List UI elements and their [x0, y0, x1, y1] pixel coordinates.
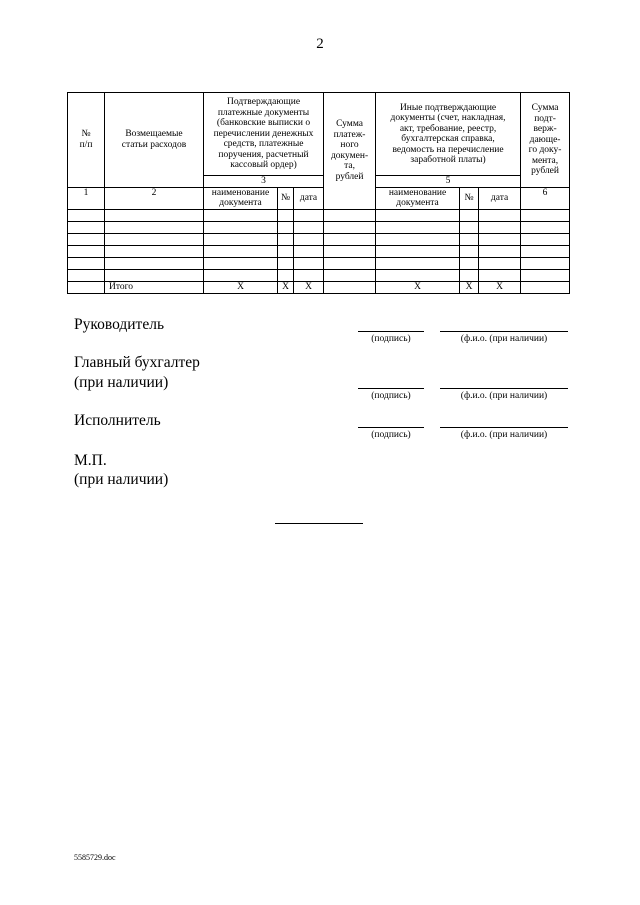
seal-label: М.П.: [74, 452, 107, 469]
expenses-table: [67, 92, 570, 294]
executor-name-caption: (ф.и.о. (при наличии): [460, 430, 548, 440]
total-x-mark: Х: [294, 281, 324, 293]
subheader-number: №: [460, 187, 479, 209]
table-row: [68, 269, 570, 281]
table-row: [68, 245, 570, 257]
subheader-row: [68, 187, 570, 209]
total-row: [68, 281, 570, 293]
header-payment-documents: Подтверждающие платежные документы (банковские выписки о перечислении денежных средств, платежные поручения, расчетный кассовый ордер): [204, 93, 324, 176]
subheader-date: дата: [294, 187, 324, 209]
executor-label: Исполнитель: [74, 412, 161, 429]
accountant-signature-caption: (подпись): [371, 391, 411, 401]
table-row: [68, 257, 570, 269]
head-signature-line: [358, 331, 424, 332]
column-number: 6: [521, 187, 570, 209]
total-x-mark: Х: [479, 281, 521, 293]
head-label: Руководитель: [74, 316, 165, 333]
column-number: 1: [68, 187, 105, 209]
header-other-documents: Иные подтверждающие документы (счет, накладная, акт, требование, реестр, бухгалтерская справка, ведомость на перечисление заработной платы): [376, 93, 521, 176]
table-row: [68, 233, 570, 245]
subheader-doc-name: наименование документа: [376, 187, 460, 209]
closing-rule: [275, 523, 363, 524]
accountant-name-line: [440, 388, 568, 389]
accountant-signature-line: [358, 388, 424, 389]
subheader-number: №: [278, 187, 294, 209]
executor-signature-caption: (подпись): [371, 430, 411, 440]
file-name-footer: 5585729.doc: [74, 853, 116, 862]
head-name-line: [440, 331, 568, 332]
header-row: [68, 93, 570, 176]
executor-name-line: [440, 427, 568, 428]
table-row: [68, 209, 570, 221]
header-expense-items: Возмещаемые статьи расходов: [105, 93, 204, 188]
header-document-sum: Сумма подт- верж- дающе- го доку- мента, рублей: [521, 93, 570, 188]
chief-accountant-label: Главный бухгалтер: [74, 354, 200, 371]
total-x-mark: Х: [278, 281, 294, 293]
total-label: Итого: [105, 281, 204, 293]
table-row: [68, 221, 570, 233]
chief-accountant-note: (при наличии): [74, 374, 169, 391]
executor-signature-line: [358, 427, 424, 428]
column-number: 2: [105, 187, 204, 209]
head-name-caption: (ф.и.о. (при наличии): [460, 334, 548, 344]
seal-note: (при наличии): [74, 471, 169, 488]
column-number: 5: [376, 176, 521, 188]
subheader-date: дата: [479, 187, 521, 209]
column-number: 3: [204, 176, 324, 188]
subheader-doc-name: наименование документа: [204, 187, 278, 209]
head-signature-caption: (подпись): [371, 334, 411, 344]
page-number: 2: [316, 36, 324, 52]
total-x-mark: Х: [204, 281, 278, 293]
accountant-name-caption: (ф.и.о. (при наличии): [460, 391, 548, 401]
total-x-mark: Х: [460, 281, 479, 293]
header-row-number: № п/п: [68, 93, 105, 188]
total-x-mark: Х: [376, 281, 460, 293]
header-payment-sum: Сумма платеж- ного докумен- та, рублей: [324, 93, 376, 210]
